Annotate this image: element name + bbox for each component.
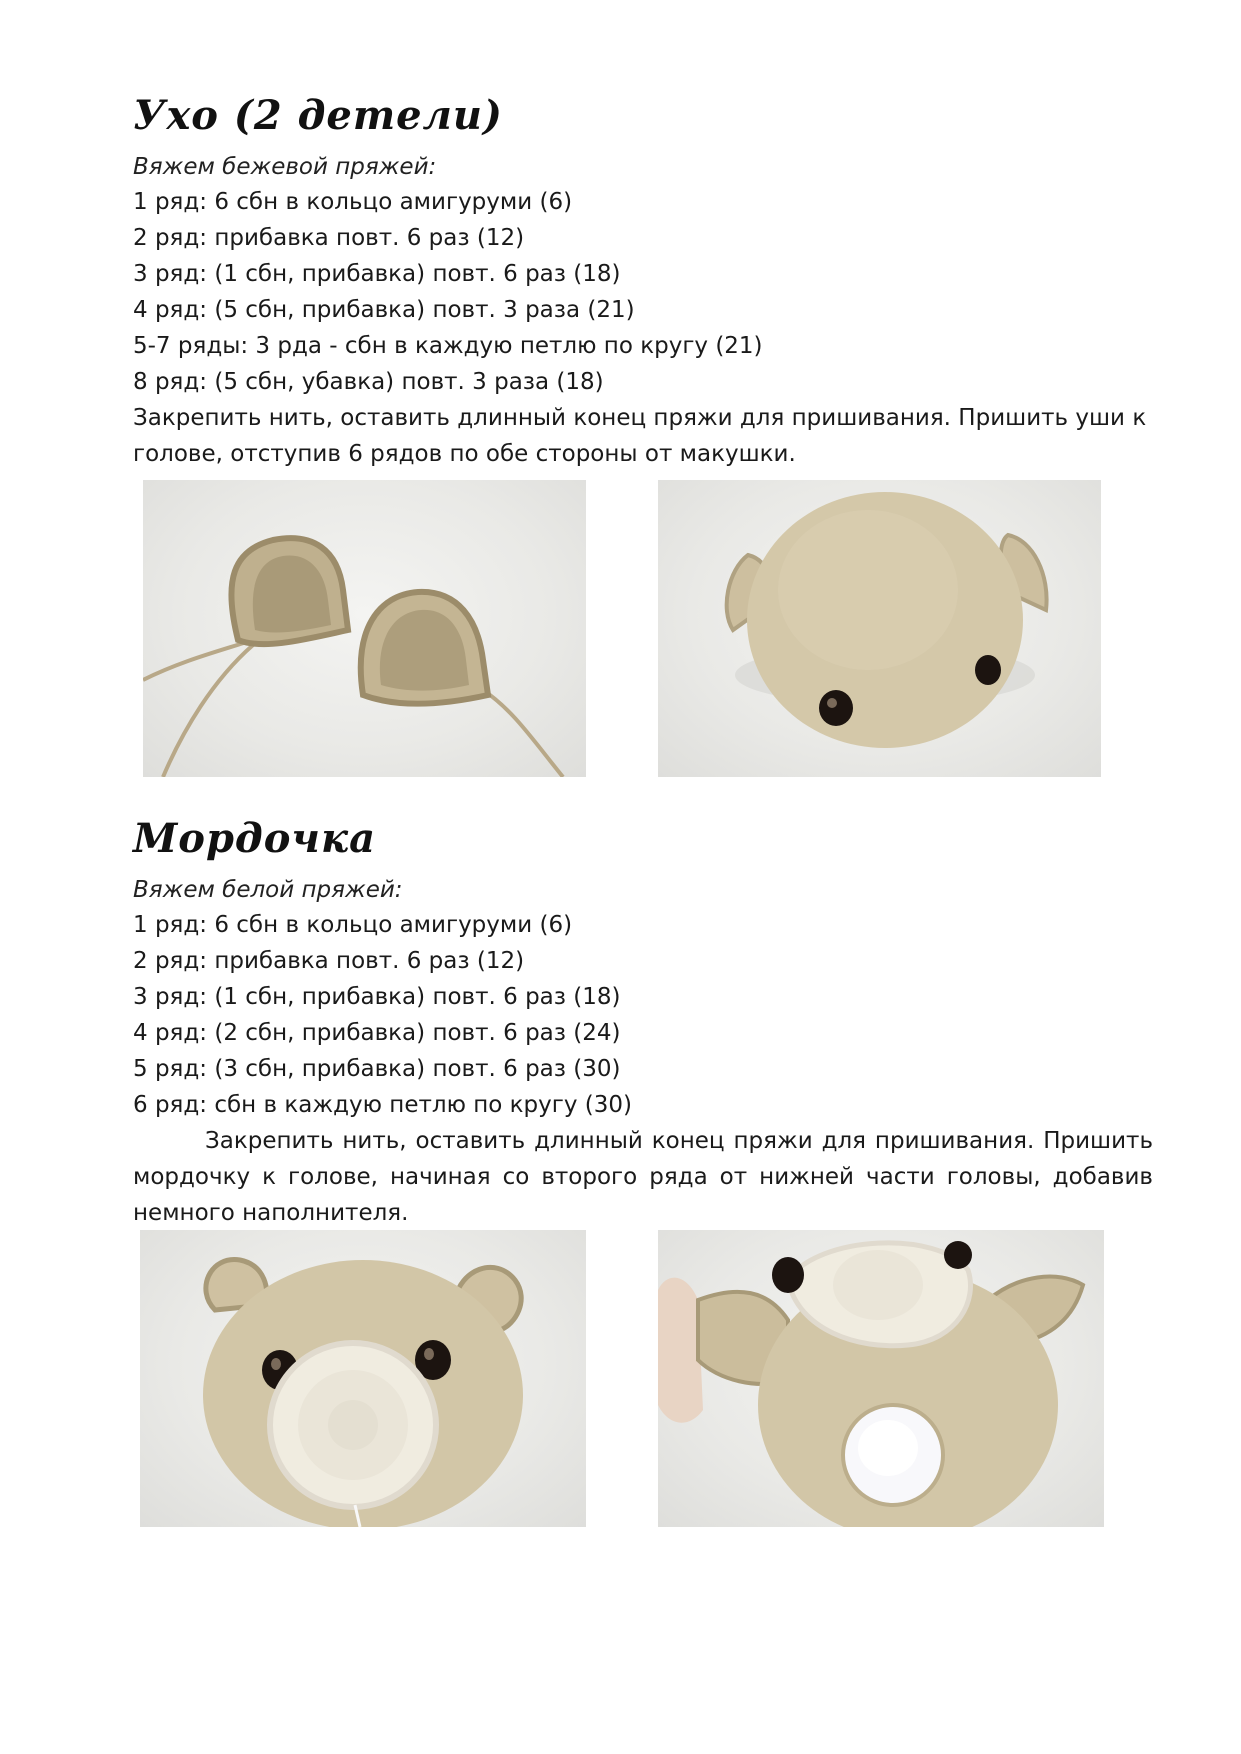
muzzle-section-title: Мордочка: [133, 815, 376, 862]
muzzle-row-5: 5 ряд: (3 сбн, прибавка) повт. 6 раз (30): [133, 1056, 621, 1082]
ear-row-8: 8 ряд: (5 сбн, убавка) повт. 3 раза (18): [133, 369, 604, 395]
ear-row-4: 4 ряд: (5 сбн, прибавка) повт. 3 раза (21): [133, 297, 635, 323]
ear-row-2: 2 ряд: прибавка повт. 6 раз (12): [133, 225, 525, 251]
ear-section-title: Ухо (2 детели): [133, 92, 503, 139]
ear-row-3: 3 ряд: (1 сбн, прибавка) повт. 6 раз (18): [133, 261, 621, 287]
muzzle-row-2: 2 ряд: прибавка повт. 6 раз (12): [133, 948, 525, 974]
muzzle-row-3: 3 ряд: (1 сбн, прибавка) повт. 6 раз (18): [133, 984, 621, 1010]
photo-muzzle-top: [658, 1230, 1104, 1527]
photo-muzzle-front: [140, 1230, 586, 1527]
muzzle-finish-instructions: Закрепить нить, оставить длинный конец пряжи для пришивания. Пришить мордочку к голове, начиная со второго ряда от нижней части головы, добавив немного наполнителя.: [133, 1128, 1153, 1226]
muzzle-row-6: 6 ряд: сбн в каждую петлю по кругу (30): [133, 1092, 632, 1118]
ear-row-1: 1 ряд: 6 сбн в кольцо амигуруми (6): [133, 189, 573, 215]
ear-yarn-note: Вяжем бежевой пряжей:: [133, 154, 437, 180]
muzzle-row-4: 4 ряд: (2 сбн, прибавка) повт. 6 раз (24): [133, 1020, 621, 1046]
ear-finish-instructions: Закрепить нить, оставить длинный конец пряжи для пришивания. Пришить уши к голове, отступив 6 рядов по обе стороны от макушки.: [133, 405, 1147, 467]
muzzle-yarn-note: Вяжем белой пряжей:: [133, 877, 403, 903]
ear-row-5-7: 5-7 ряды: 3 рда - сбн в каждую петлю по кругу (21): [133, 333, 763, 359]
photo-ears: [143, 480, 586, 777]
photo-head-with-ears: [658, 480, 1101, 777]
muzzle-row-1: 1 ряд: 6 сбн в кольцо амигуруми (6): [133, 912, 573, 938]
